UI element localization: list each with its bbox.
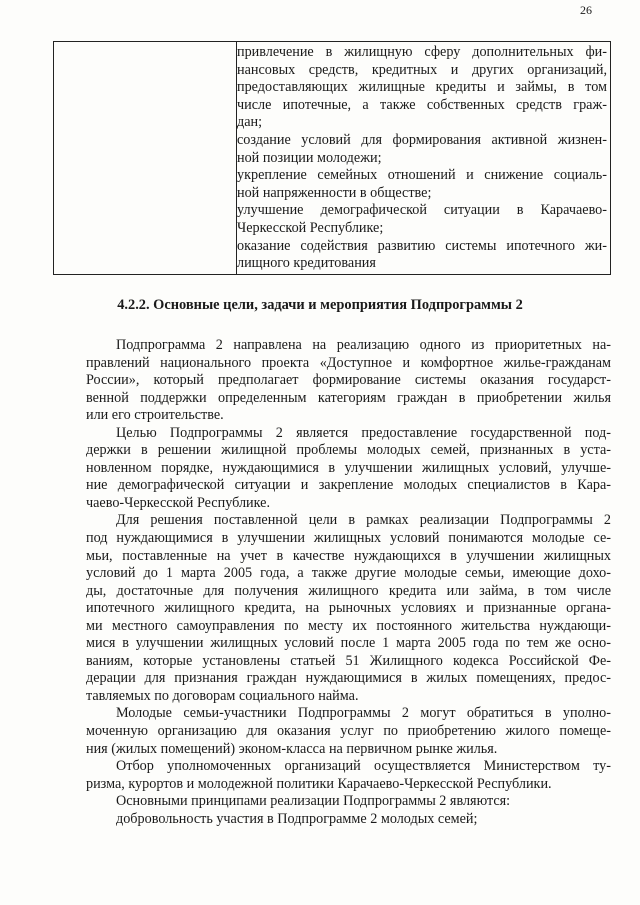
table-line: предоставляющих жилищные кредиты и займы, в том (237, 79, 607, 96)
paragraph-line: России», который предполагает формирование системы оказания государст- (86, 372, 611, 389)
paragraph-line: Для решения поставленной цели в рамках реализации Подпрограммы 2 (116, 512, 611, 529)
paragraph-line: под нуждающимися в улучшении жилищных условий понимаются молодые се- (86, 530, 611, 547)
paragraph-line: добровольность участия в Подпрограмме 2 молодых семей; (116, 810, 478, 827)
table-line: лищного кредитования (237, 255, 376, 272)
paragraph-line: ризма, курортов и молодежной политики Карачаево-Черкесской Республики. (86, 775, 552, 792)
paragraph-line: чаево-Черкесской Республике. (86, 494, 271, 511)
paragraph-line: Целью Подпрограммы 2 является предоставление государственной под- (116, 424, 611, 441)
paragraph-line: правлений национального проекта «Доступное и комфортное жилье-гражданам (86, 354, 611, 371)
paragraph-line: ваниям, которые установлены статьей 51 Жилищного кодекса Российской Фе- (86, 652, 611, 669)
section-heading: 4.2.2. Основные цели, задачи и мероприятия Подпрограммы 2 (117, 297, 523, 313)
table-line: укрепление семейных отношений и снижение социаль- (237, 167, 607, 184)
table-left-cell (54, 42, 237, 274)
paragraph-line: дерации для признания граждан нуждающимися в жилых помещениях, предос- (86, 670, 611, 687)
table-line: оказание содействия развитию системы ипотечного жи- (237, 237, 607, 254)
paragraph-line: Подпрограмма 2 направлена на реализацию одного из приоритетных на- (116, 337, 611, 353)
paragraph-line: Молодые семьи-участники Подпрограммы 2 могут обратиться в уполно- (116, 705, 611, 722)
paragraph-line: мьи, поставленные на учет в качестве нуждающихся в улучшении жилищных (86, 547, 611, 564)
paragraph-line: моченную организацию для оказания услуг по приобретению жилого помеще- (86, 723, 611, 740)
table-line: ной напряженности в обществе; (237, 184, 432, 201)
paragraph-line: держки в решении жилищной проблемы молодых семей, признанных в уста- (86, 442, 611, 459)
paragraph-line: новленном порядке, нуждающимися в улучшении жилищных условий, улучше- (86, 459, 611, 476)
paragraph-line: ние демографической ситуации и закрепление молодых специалистов в Кара- (86, 477, 611, 494)
paragraph-line: венной поддержки определенным категориям граждан в приобретении жилья (86, 389, 611, 406)
page-number: 26 (580, 3, 592, 17)
body-text (86, 337, 611, 828)
table-right-cell (237, 44, 607, 273)
paragraph-line: ды, достаточные для получения жилищного кредита или займа, в том числе (86, 582, 611, 599)
table-line: создание условий для формирования активной жизнен- (237, 131, 607, 148)
paragraph-line: условий до 1 марта 2005 года, а также другие молодые семьи, имеющие дохо- (86, 565, 611, 582)
paragraph-line: или его строительстве. (86, 407, 224, 424)
paragraph-line: ипотечного жилищного кредита, на рыночных условиях и признанные органа- (86, 600, 611, 617)
paragraph-line: ния (жилых помещений) эконом-класса на первичном рынке жилья. (86, 740, 498, 757)
paragraph-line: тавляемых по договорам социального найма. (86, 687, 359, 704)
table-line: нансовых средств, кредитных и других организаций, (237, 61, 607, 78)
table-line: Черкесской Республике; (237, 219, 384, 236)
paragraph-line: мися в улучшении жилищных условий после 1 марта 2005 года по тем же осно- (86, 635, 611, 652)
paragraph-line: ми местного самоуправления по месту их постоянного жительства нуждающи- (86, 617, 611, 634)
table-line: числе ипотечные, а также собственных средств граж- (237, 96, 607, 113)
table-line: привлечение в жилищную сферу дополнительных фи- (237, 44, 607, 60)
paragraph-line: Основными принципами реализации Подпрограммы 2 являются: (116, 793, 511, 810)
paragraph-line: Отбор уполномоченных организаций осуществляется Министерством ту- (116, 758, 611, 775)
goals-table (53, 41, 611, 275)
table-line: ной позиции молодежи; (237, 149, 382, 166)
table-line: дан; (237, 114, 263, 131)
table-line: улучшение демографической ситуации в Карачаево- (237, 202, 607, 219)
